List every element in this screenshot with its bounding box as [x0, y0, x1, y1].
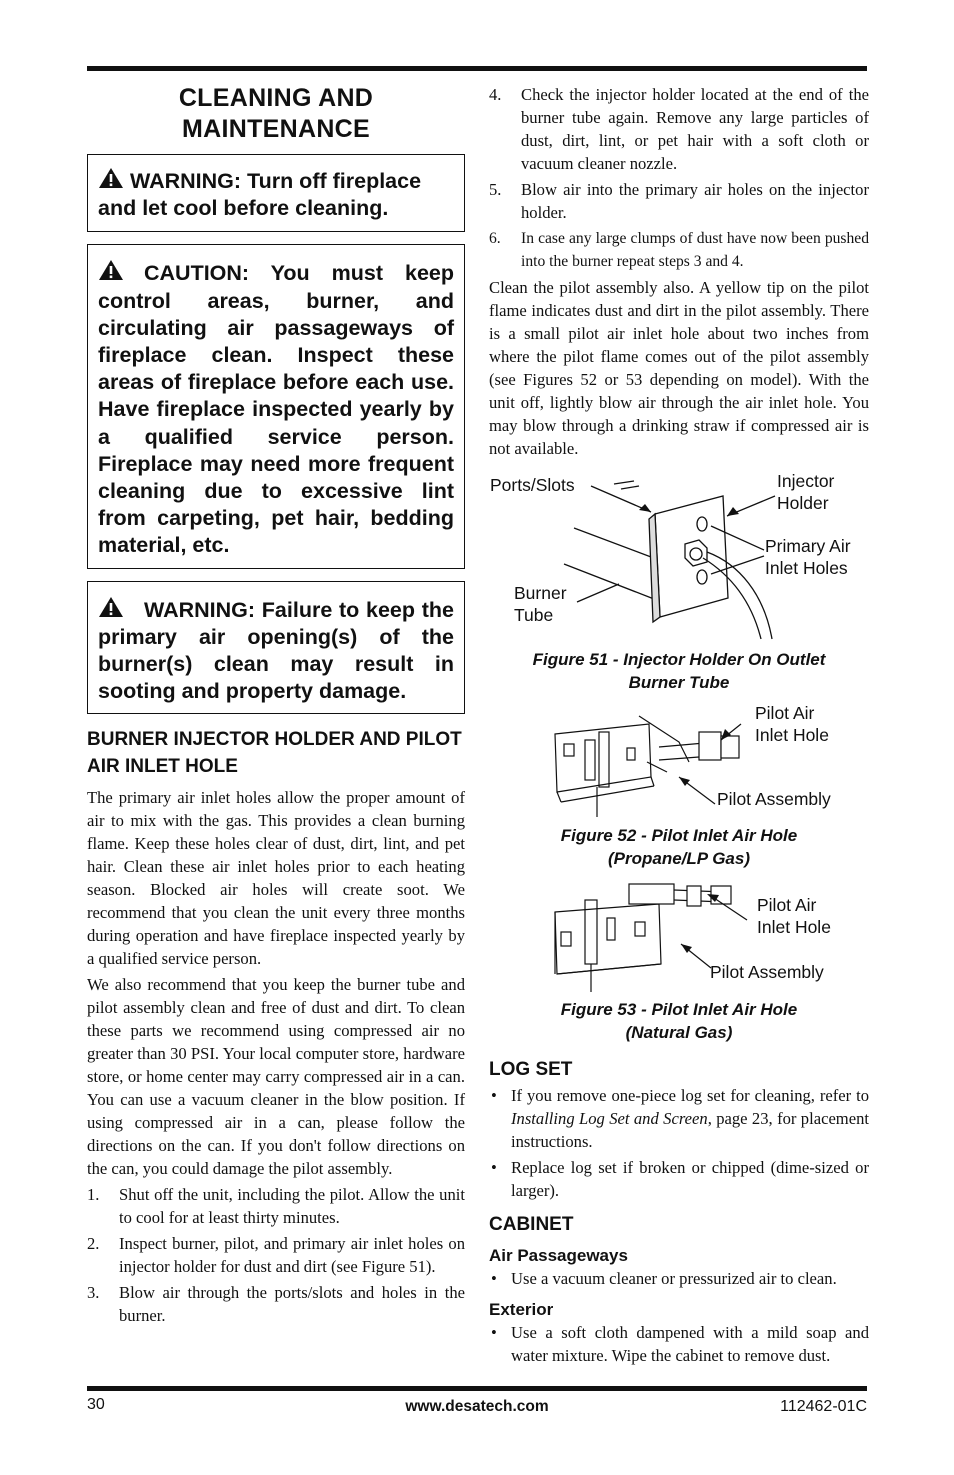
label-ports-slots: Ports/Slots [490, 475, 575, 495]
left-column [87, 83, 465, 1327]
document-code: 112462-01C [780, 1398, 867, 1415]
label-pilot-air-inlet: Pilot Air Inlet Hole [755, 703, 829, 745]
paragraph: We also recommend that you keep the burner tube and pilot assembly clean and free of dust and dirt. To clean these parts we recommend using compressed air no greater than 30 PSI. Your local computer store, hardware store, or home center may carry compressed air in a can. You can use a vacuum cleaner in the blow position. If using compressed air in a can, please follow the directions on the can. If you don't follow directions on the can, you could damage the pilot assembly. [87, 975, 465, 1179]
list-item: 6. In case any large clumps of dust have now been pushed into the burner repeat steps 3 and 4. [489, 230, 869, 270]
paragraph: The primary air inlet holes allow the proper amount of air to mix with the gas. This provides a clean burning flame. Keep these holes clear of dust, dirt, lint, and pet hair. Clean these air inlet holes prior to each heating season. Blocked air holes will create soot. We recommend that you clean the unit every three months during operation and have fireplace inspected yearly by a qualified service person. [87, 788, 465, 969]
warning-box-cool: WARNING: Turn off fireplace and let cool before cleaning. [87, 154, 465, 232]
exterior-list [489, 1321, 869, 1367]
list-item: • Use a vacuum cleaner or pressurized air to clean. [491, 1269, 837, 1288]
warning-triangle-icon [98, 167, 124, 189]
website-link[interactable]: www.desatech.com [405, 1398, 549, 1415]
warning-triangle-icon [98, 259, 124, 281]
right-column [489, 83, 869, 1367]
burner-heading: BURNER INJECTOR HOLDER AND PILOT AIR INLET HOLE [87, 729, 462, 778]
page-number: 30 [87, 1396, 105, 1413]
steps-list [489, 83, 869, 273]
list-item: 2. Inspect burner, pilot, and primary air inlet holes on injector holder for dust and dirt (see Figure 51). [87, 1234, 465, 1277]
figure-52-caption: Figure 52 - Pilot Inlet Air Hole (Propane/LP Gas) [560, 826, 798, 868]
air-passageways-list [489, 1267, 869, 1290]
paragraph: Clean the pilot assembly also. A yellow tip on the pilot flame indicates dust and dirt in the pilot assembly. There is a small pilot air inlet hole about two inches from where the pilot flame comes out of the pilot assembly (see Figures 52 or 53 depending on model). With the unit off, lightly blow air through the air inlet hole. You may blow through a drinking straw if compressed air is not available. [489, 278, 869, 458]
label-primary-air: Primary Air Inlet Holes [765, 536, 851, 578]
page-footer [87, 1396, 867, 1420]
warning-box-sooting: WARNING: Failure to keep the primary air opening(s) of the burner(s) clean may result in sooting and property damage. [87, 581, 465, 715]
list-item: 1. Shut off the unit, including the pilot. Allow the unit to cool for at least thirty minutes. [87, 1185, 465, 1228]
steps-list [87, 1183, 465, 1327]
figure-51 [489, 471, 869, 646]
list-item: • Use a soft cloth dampened with a mild soap and water mixture. Wipe the cabinet to remove dust. [491, 1323, 869, 1365]
figure-51-caption: Figure 51 - Injector Holder On Outlet Burner Tube [532, 650, 826, 692]
log-set-heading: LOG SET [489, 1059, 573, 1080]
list-item: • If you remove one-piece log set for cleaning, refer to Installing Log Set and Screen, page 23, for placement instructions. [491, 1086, 869, 1151]
cabinet-heading: CABINET [489, 1214, 574, 1235]
warning-triangle-icon [98, 596, 124, 618]
label-pilot-assembly: Pilot Assembly [717, 789, 831, 809]
figure-53-caption: Figure 53 - Pilot Inlet Air Hole (Natural Gas) [560, 1000, 798, 1042]
exterior-heading: Exterior [489, 1300, 554, 1319]
air-passageways-heading: Air Passageways [489, 1246, 628, 1265]
label-pilot-assembly: Pilot Assembly [710, 962, 824, 982]
figure-52 [489, 702, 869, 824]
burner-body [87, 786, 465, 1327]
figure-53 [489, 882, 869, 998]
label-burner-tube: Burner Tube [514, 583, 567, 625]
list-item: • Replace log set if broken or chipped (dime-sized or larger). [491, 1158, 869, 1200]
top-rule [87, 66, 867, 71]
cross-reference: Installing Log Set and Screen [511, 1109, 708, 1128]
section-title: CLEANING AND MAINTENANCE [178, 84, 374, 143]
list-item: 3. Blow air through the ports/slots and holes in the burner. [87, 1283, 465, 1326]
log-set-list [489, 1084, 869, 1202]
label-pilot-air-inlet: Pilot Air Inlet Hole [757, 895, 831, 937]
list-item: 4. Check the injector holder located at the end of the burner tube again. Remove any large particles of dust, dirt, lint, or pet hair with a soft cloth or vacuum cleaner nozzle. [489, 85, 869, 173]
list-item: 5. Blow air into the primary air holes on the injector holder. [489, 180, 869, 222]
bottom-rule [87, 1386, 867, 1391]
label-injector-holder: Injector Holder [777, 471, 835, 513]
caution-box: CAUTION: You must keep control areas, burner, and circulating air passageways of fireplace clean. Inspect these areas of fireplace before each use. Have fireplace inspected yearly by a qualified service person. Fireplace may need more frequent cleaning due to excessive lint from carpeting, pet hair, bedding material, etc. [87, 244, 465, 568]
